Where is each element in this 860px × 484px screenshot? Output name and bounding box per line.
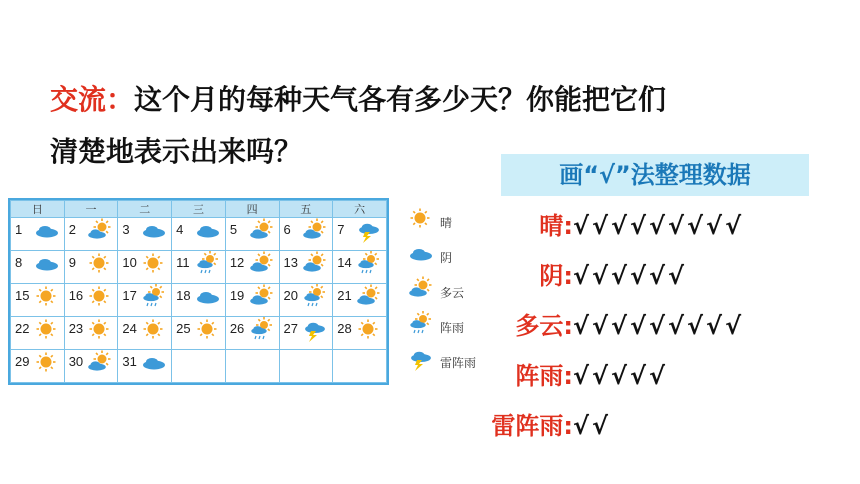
cloudy-weather-icon — [139, 218, 167, 248]
calendar-day-cell — [333, 218, 387, 251]
sunny-weather-icon — [354, 317, 382, 347]
calendar-day-cell — [118, 251, 172, 284]
legend-item — [402, 239, 492, 274]
tally-label: 晴: — [539, 212, 573, 240]
day-number: 25 — [176, 321, 191, 336]
day-number: 26 — [229, 321, 245, 336]
calendar-day-cell — [64, 350, 118, 383]
legend-label: 阴 — [440, 251, 453, 265]
day-number: 8 — [15, 255, 23, 270]
cloudy-weather-icon — [32, 218, 60, 248]
weekday-header: 二 — [118, 201, 172, 218]
calendar-day-cell — [11, 218, 65, 251]
day-number: 19 — [229, 288, 245, 303]
sunny-weather-icon — [32, 350, 60, 380]
thunder-weather-icon — [354, 218, 382, 248]
legend-item — [402, 204, 492, 239]
tally-row — [515, 306, 744, 341]
shower-weather-icon — [406, 311, 434, 341]
calendar-day-cell — [333, 350, 387, 383]
question-line-1: 交流：这个月的每种天气各有多少天？你能把它们 — [50, 83, 667, 116]
check-marks: √√√√√√√√√ — [573, 212, 745, 240]
weather-calendar — [8, 198, 389, 385]
day-number: 12 — [229, 255, 245, 270]
calendar-day-cell — [279, 350, 333, 383]
shower-weather-icon — [300, 284, 328, 314]
calendar-day-cell — [333, 317, 387, 350]
day-number: 30 — [68, 354, 84, 369]
weekday-header: 日 — [11, 201, 65, 218]
calendar-day-cell — [64, 251, 118, 284]
calendar-day-cell — [279, 317, 333, 350]
day-number: 2 — [68, 222, 76, 237]
calendar-day-cell — [118, 350, 172, 383]
cloudy-weather-icon — [193, 284, 221, 314]
day-number: 5 — [229, 222, 238, 237]
cloudy-weather-icon — [406, 241, 434, 271]
partly-weather-icon — [354, 284, 382, 314]
tally-row — [539, 206, 744, 241]
partly-weather-icon — [247, 218, 275, 248]
calendar-day-cell — [11, 317, 65, 350]
weather-legend — [402, 204, 492, 379]
calendar-day-cell — [225, 317, 279, 350]
sunny-weather-icon — [32, 284, 60, 314]
cloudy-weather-icon — [32, 251, 60, 281]
day-number: 29 — [15, 354, 30, 369]
check-marks: √√√√√ — [573, 362, 669, 390]
partly-weather-icon — [85, 218, 113, 248]
legend-item — [402, 344, 492, 379]
day-number: 10 — [122, 255, 137, 270]
shower-weather-icon — [193, 251, 221, 281]
calendar-day-cell — [11, 251, 65, 284]
calendar-day-cell — [64, 218, 118, 251]
sunny-weather-icon — [85, 317, 113, 347]
calendar-day-cell — [172, 284, 226, 317]
day-number: 28 — [337, 321, 352, 336]
day-number: 20 — [283, 288, 298, 303]
day-number: 13 — [283, 255, 298, 270]
sunny-weather-icon — [85, 251, 113, 281]
partly-weather-icon — [300, 251, 328, 281]
partly-weather-icon — [300, 218, 328, 248]
sunny-weather-icon — [32, 317, 60, 347]
thunder-weather-icon — [300, 317, 328, 347]
weekday-header: 三 — [172, 201, 226, 218]
calendar-day-cell — [333, 251, 387, 284]
day-number: 27 — [283, 321, 298, 336]
weekday-header: 四 — [225, 201, 279, 218]
day-number: 6 — [283, 222, 291, 237]
tally-row — [539, 256, 687, 291]
partly-weather-icon — [247, 251, 275, 281]
calendar-day-cell — [172, 218, 226, 251]
calendar-day-cell — [118, 317, 172, 350]
day-number: 24 — [122, 321, 137, 336]
partly-weather-icon — [406, 276, 434, 306]
calendar-day-cell — [225, 251, 279, 284]
question-line-2: 清楚地表示出来吗？ — [50, 135, 303, 168]
day-number: 16 — [68, 288, 84, 303]
tally-row — [515, 356, 668, 391]
calendar-day-cell — [225, 350, 279, 383]
cloudy-weather-icon — [139, 350, 167, 380]
calendar-day-cell — [172, 350, 226, 383]
legend-item — [402, 309, 492, 344]
calendar-day-cell — [118, 284, 172, 317]
sunny-weather-icon — [139, 317, 167, 347]
weekday-header: 六 — [333, 201, 387, 218]
calendar-week-row — [11, 350, 387, 383]
calendar-day-cell — [118, 218, 172, 251]
shower-weather-icon — [139, 284, 167, 314]
sunny-weather-icon — [406, 206, 434, 236]
calendar-week-row — [11, 317, 387, 350]
day-number: 23 — [68, 321, 84, 336]
sunny-weather-icon — [85, 284, 113, 314]
cloudy-weather-icon — [193, 218, 221, 248]
tally-label: 多云: — [515, 312, 573, 340]
calendar-week-row — [11, 251, 387, 284]
shower-weather-icon — [247, 317, 275, 347]
calendar-day-cell — [279, 251, 333, 284]
weekday-header: 五 — [279, 201, 333, 218]
sunny-weather-icon — [139, 251, 167, 281]
question-label: 交流： — [50, 83, 135, 116]
day-number: 15 — [15, 288, 30, 303]
day-number: 14 — [337, 255, 352, 270]
check-marks: √√√√√√√√√ — [573, 312, 745, 340]
day-number: 4 — [176, 222, 184, 237]
calendar-day-cell — [172, 251, 226, 284]
sunny-weather-icon — [193, 317, 221, 347]
day-number: 7 — [337, 222, 345, 237]
thunder-weather-icon — [406, 346, 434, 376]
legend-label: 晴 — [440, 216, 453, 230]
day-number: 17 — [122, 288, 137, 303]
legend-label: 雷阵雨 — [440, 356, 477, 370]
day-number: 22 — [15, 321, 30, 336]
shower-weather-icon — [354, 251, 382, 281]
tally-row — [491, 406, 611, 441]
day-number: 9 — [68, 255, 76, 270]
calendar-day-cell — [333, 284, 387, 317]
calendar-day-cell — [225, 284, 279, 317]
calendar-day-cell — [64, 284, 118, 317]
day-number: 3 — [122, 222, 130, 237]
calendar-day-cell — [11, 284, 65, 317]
day-number: 11 — [176, 255, 190, 270]
day-number: 1 — [15, 222, 23, 237]
day-number: 21 — [337, 288, 352, 303]
calendar-day-cell — [11, 350, 65, 383]
day-number: 31 — [122, 354, 137, 369]
method-tag: 画“√”法整理数据 — [501, 154, 809, 196]
legend-item — [402, 274, 492, 309]
calendar-week-row — [11, 284, 387, 317]
weekday-header: 一 — [64, 201, 118, 218]
check-marks: √√√√√√ — [573, 262, 688, 290]
calendar-day-cell — [279, 284, 333, 317]
calendar-week-row — [11, 218, 387, 251]
legend-label: 阵雨 — [440, 321, 465, 335]
tally-label: 阵雨: — [515, 362, 573, 390]
calendar-day-cell — [172, 317, 226, 350]
calendar-day-cell — [279, 218, 333, 251]
partly-weather-icon — [247, 284, 275, 314]
legend-label: 多云 — [440, 286, 465, 300]
tally-label: 阴: — [539, 262, 573, 290]
calendar-day-cell — [225, 218, 279, 251]
check-marks: √√ — [573, 412, 612, 440]
tally-label: 雷阵雨: — [491, 412, 573, 440]
day-number: 18 — [176, 288, 191, 303]
calendar-day-cell — [64, 317, 118, 350]
partly-weather-icon — [85, 350, 113, 380]
